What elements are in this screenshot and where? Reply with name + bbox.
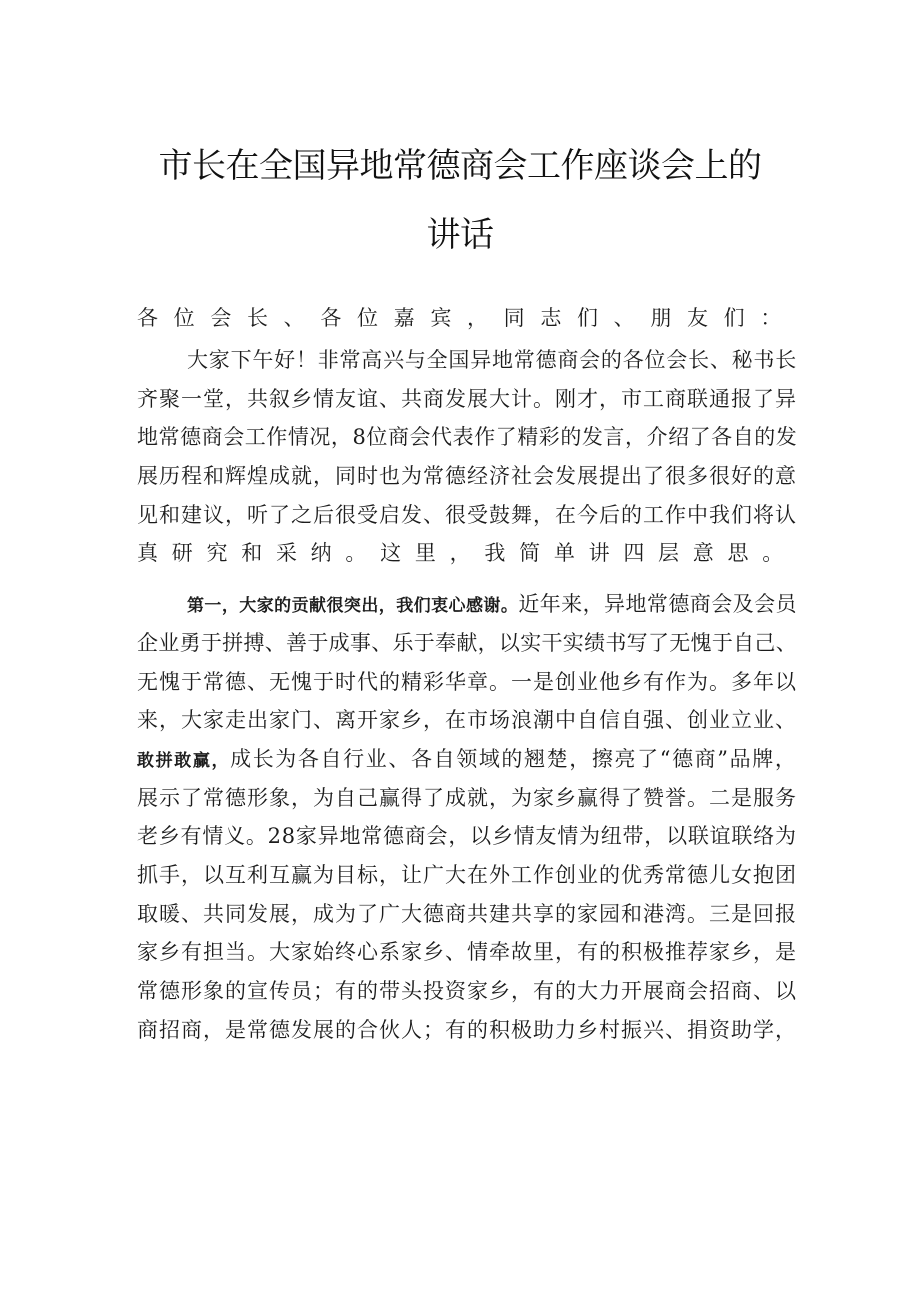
paragraph-line bbox=[137, 384, 797, 414]
paragraph-line bbox=[187, 345, 797, 375]
paragraph-line bbox=[137, 705, 797, 735]
paragraph-line bbox=[137, 461, 797, 491]
line-text: 来，大家走出家门、离开家乡，在市场浪潮中自信自强、创业立业、 bbox=[137, 708, 797, 732]
paragraph-line bbox=[137, 422, 797, 452]
line-text: 齐聚一堂，共叙乡情友谊、共商发展大计。刚才，市工商联通报了异 bbox=[137, 387, 797, 411]
paragraph-line bbox=[137, 667, 797, 697]
paragraph-line bbox=[137, 538, 797, 568]
line-text: 展历程和辉煌成就，同时也为常德经济社会发展提出了很多很好的意 bbox=[137, 464, 797, 488]
line-text: 真研究和采纳。这里，我简单讲四层意思。 bbox=[137, 541, 797, 565]
bold-phrase: 敢拼敢赢， bbox=[137, 751, 231, 771]
paragraph-line bbox=[137, 628, 797, 658]
paragraph-line bbox=[137, 821, 797, 851]
line-text: 地常德商会工作情况，8位商会代表作了精彩的发言，介绍了各自的发 bbox=[137, 425, 798, 449]
paragraph-line bbox=[137, 860, 797, 890]
document-title-line-2: 讲话 bbox=[426, 215, 494, 255]
paragraph-line bbox=[137, 937, 797, 967]
paragraph-line bbox=[137, 783, 797, 813]
line-text: 抓手，以互利互赢为目标，让广大在外工作创业的优秀常德儿女抱团 bbox=[137, 863, 797, 887]
document-title-line-1: 市长在全国异地常德商会工作座谈会上的 bbox=[158, 146, 762, 186]
paragraph-line bbox=[137, 744, 797, 774]
paragraph-line bbox=[137, 500, 797, 530]
line-text: 近年来，异地常德商会及会员 bbox=[518, 592, 797, 616]
line-text: 成长为各自行业、各自领域的翘楚，擦亮了“德商”品牌， bbox=[230, 747, 798, 771]
line-text: 取暖、共同发展，成为了广大德商共建共享的家园和港湾。三是回报 bbox=[137, 902, 797, 926]
line-text: 老乡有情义。28家异地常德商会，以乡情友情为纽带，以联谊联络为 bbox=[137, 824, 797, 848]
line-text: 无愧于常德、无愧于时代的精彩华章。一是创业他乡有作为。多年以 bbox=[137, 670, 797, 694]
paragraph-line bbox=[187, 589, 797, 619]
paragraph-line bbox=[137, 976, 797, 1006]
line-text: 见和建议，听了之后很受启发、很受鼓舞，在今后的工作中我们将认 bbox=[137, 503, 797, 527]
line-text: 常德形象的宣传员；有的带头投资家乡，有的大力开展商会招商、以 bbox=[137, 979, 797, 1003]
section-heading: 第一，大家的贡献很突出，我们衷心感谢。 bbox=[187, 596, 519, 616]
salutation-line bbox=[137, 303, 797, 333]
line-text: 展示了常德形象，为自己赢得了成就，为家乡赢得了赞誉。二是服务 bbox=[137, 786, 797, 810]
line-text: 企业勇于拼搏、善于成事、乐于奉献，以实干实绩书写了无愧于自己、 bbox=[137, 631, 797, 655]
line-text: 各位会长、各位嘉宾，同志们、朋友们： bbox=[137, 306, 797, 330]
paragraph-line bbox=[137, 899, 797, 929]
line-text: 家乡有担当。大家始终心系家乡、情牵故里，有的积极推荐家乡，是 bbox=[137, 940, 797, 964]
line-text: 商招商，是常德发展的合伙人；有的积极助力乡村振兴、捐资助学， bbox=[137, 1018, 797, 1042]
line-text: 大家下午好！非常高兴与全国异地常德商会的各位会长、秘书长 bbox=[187, 348, 797, 372]
paragraph-line bbox=[137, 1015, 797, 1045]
